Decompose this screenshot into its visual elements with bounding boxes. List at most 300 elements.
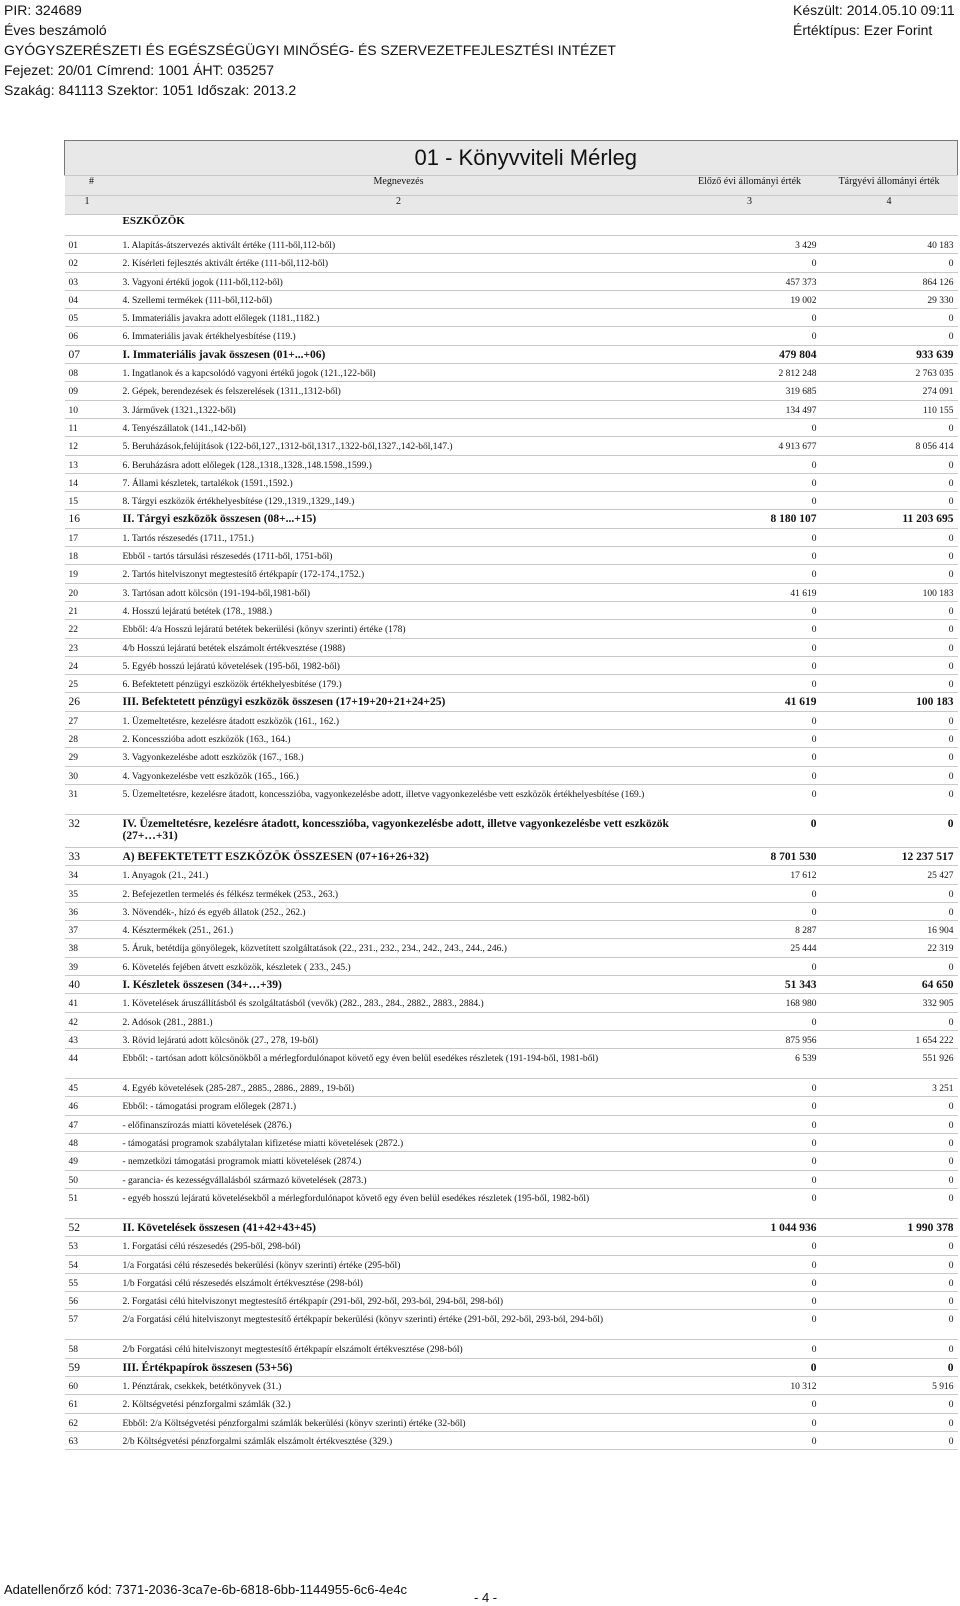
row-previous-value: 0 — [679, 492, 821, 510]
row-id: 14 — [65, 473, 119, 491]
row-name: 3. Tartósan adott kölcsön (191-194-ből,1981-ből) — [119, 583, 679, 601]
row-previous-value: 19 002 — [679, 290, 821, 308]
row-current-value: 16 904 — [821, 921, 958, 939]
table-row — [65, 1310, 958, 1340]
row-id: 56 — [65, 1292, 119, 1310]
row-current-value: 22 319 — [821, 939, 958, 957]
row-name: 4. Egyéb követelések (285-287., 2885., 2886., 2889., 19-ből) — [119, 1079, 679, 1097]
table-row — [65, 638, 958, 656]
page-number: - 4 - — [474, 1590, 498, 1605]
row-previous-value: 0 — [679, 620, 821, 638]
row-previous-value: 3 429 — [679, 236, 821, 254]
row-id: 44 — [65, 1049, 119, 1079]
row-name: III. Értékpapírok összesen (53+56) — [119, 1358, 679, 1376]
table-row — [65, 382, 958, 400]
table-row — [65, 1079, 958, 1097]
row-current-value: 0 — [821, 1358, 958, 1376]
row-previous-value: 457 373 — [679, 272, 821, 290]
table-row — [65, 601, 958, 619]
row-previous-value: 0 — [679, 1358, 821, 1376]
row-current-value: 0 — [821, 814, 958, 847]
table-row — [65, 1358, 958, 1376]
table-row — [65, 473, 958, 491]
row-id: 63 — [65, 1431, 119, 1449]
row-current-value: 0 — [821, 1012, 958, 1030]
row-previous-value: 8 701 530 — [679, 847, 821, 865]
row-previous-value: 0 — [679, 1134, 821, 1152]
row-current-value: 1 990 378 — [821, 1218, 958, 1236]
row-id: 28 — [65, 730, 119, 748]
row-id: 03 — [65, 272, 119, 290]
row-previous-value: 0 — [679, 309, 821, 327]
row-name: 2. Befejezetlen termelés és félkész termékek (253., 263.) — [119, 884, 679, 902]
row-id: 36 — [65, 902, 119, 920]
table-row — [65, 1340, 958, 1358]
table-row — [65, 1152, 958, 1170]
row-id: 08 — [65, 364, 119, 382]
table-row — [65, 1273, 958, 1291]
row-previous-value: 479 804 — [679, 345, 821, 363]
row-name: 4. Szellemi termékek (111-ből,112-ből) — [119, 290, 679, 308]
row-id: 50 — [65, 1170, 119, 1188]
row-id: 38 — [65, 939, 119, 957]
row-id: 18 — [65, 547, 119, 565]
row-name: 4. Tenyészállatok (141.,142-ből) — [119, 418, 679, 436]
row-id: 17 — [65, 528, 119, 546]
row-name: 6. Befektetett pénzügyi eszközök értékhelyesbítése (179.) — [119, 675, 679, 693]
row-previous-value: 0 — [679, 327, 821, 345]
table-row — [65, 418, 958, 436]
row-previous-value: 0 — [679, 1152, 821, 1170]
table-row — [65, 1377, 958, 1395]
table-row — [65, 656, 958, 674]
row-previous-value: 0 — [679, 1340, 821, 1358]
row-id: 48 — [65, 1134, 119, 1152]
table-row — [65, 730, 958, 748]
pir-line: PIR: 324689 — [4, 2, 82, 18]
row-previous-value: 4 913 677 — [679, 437, 821, 455]
table-row — [65, 528, 958, 546]
row-previous-value: 0 — [679, 1237, 821, 1255]
col-header-name: Megnevezés — [119, 176, 679, 196]
row-id: 43 — [65, 1030, 119, 1048]
row-id: 02 — [65, 254, 119, 272]
row-id: 11 — [65, 418, 119, 436]
row-current-value: 0 — [821, 492, 958, 510]
row-previous-value: 0 — [679, 455, 821, 473]
row-previous-value: 10 312 — [679, 1377, 821, 1395]
row-current-value: 8 056 414 — [821, 437, 958, 455]
table-row — [65, 510, 958, 528]
row-id: 12 — [65, 437, 119, 455]
row-current-value: 0 — [821, 656, 958, 674]
row-name: 1. Követelések áruszállításból és szolgáltatásból (vevők) (282., 283., 284., 2882., 2883., 2884.) — [119, 994, 679, 1012]
table-row — [65, 1012, 958, 1030]
row-id: 06 — [65, 327, 119, 345]
row-id: 26 — [65, 693, 119, 711]
row-id: 37 — [65, 921, 119, 939]
table-row — [65, 1170, 958, 1188]
table-row — [65, 1134, 958, 1152]
row-name: 2. Adósok (281., 2881.) — [119, 1012, 679, 1030]
table-row — [65, 1292, 958, 1310]
row-previous-value: 0 — [679, 884, 821, 902]
row-previous-value: 0 — [679, 1431, 821, 1449]
row-current-value: 0 — [821, 528, 958, 546]
row-previous-value: 0 — [679, 902, 821, 920]
row-current-value: 11 203 695 — [821, 510, 958, 528]
row-name: 2. Költségvetési pénzforgalmi számlák (32.) — [119, 1395, 679, 1413]
table-row — [65, 364, 958, 382]
col-number-2: 2 — [119, 196, 679, 215]
row-id: 22 — [65, 620, 119, 638]
row-current-value: 3 251 — [821, 1079, 958, 1097]
row-current-value: 0 — [821, 601, 958, 619]
row-current-value: 0 — [821, 1097, 958, 1115]
created-line: Készült: 2014.05.10 09:11 — [793, 2, 955, 18]
row-id: 25 — [65, 675, 119, 693]
row-previous-value: 168 980 — [679, 994, 821, 1012]
row-id: 51 — [65, 1188, 119, 1218]
row-previous-value: 41 619 — [679, 693, 821, 711]
row-name: III. Befektetett pénzügyi eszközök összesen (17+19+20+21+24+25) — [119, 693, 679, 711]
row-previous-value: 0 — [679, 1079, 821, 1097]
table-row — [65, 1413, 958, 1431]
row-current-value: 0 — [821, 565, 958, 583]
row-current-value: 0 — [821, 1170, 958, 1188]
row-id: 41 — [65, 994, 119, 1012]
row-previous-value: 17 612 — [679, 866, 821, 884]
table-row — [65, 1030, 958, 1048]
row-current-value: 0 — [821, 254, 958, 272]
row-previous-value: 0 — [679, 1188, 821, 1218]
row-current-value: 0 — [821, 1310, 958, 1340]
row-previous-value: 0 — [679, 1310, 821, 1340]
row-previous-value: 0 — [679, 1255, 821, 1273]
row-current-value: 332 905 — [821, 994, 958, 1012]
row-name: 3. Növendék-, hízó és egyéb állatok (252., 262.) — [119, 902, 679, 920]
row-previous-value: 8 287 — [679, 921, 821, 939]
row-current-value: 274 091 — [821, 382, 958, 400]
row-name: 4. Késztermékek (251., 261.) — [119, 921, 679, 939]
table-row — [65, 290, 958, 308]
row-current-value: 0 — [821, 327, 958, 345]
row-name: 4. Hosszú lejáratú betétek (178., 1988.) — [119, 601, 679, 619]
row-previous-value: 0 — [679, 814, 821, 847]
row-current-value: 29 330 — [821, 290, 958, 308]
table-row — [65, 547, 958, 565]
row-id: 05 — [65, 309, 119, 327]
row-current-value: 100 183 — [821, 693, 958, 711]
table-row — [65, 1188, 958, 1218]
row-current-value: 551 926 — [821, 1049, 958, 1079]
report-header-left — [4, 0, 616, 100]
row-id: 54 — [65, 1255, 119, 1273]
row-id: 30 — [65, 766, 119, 784]
row-id: 52 — [65, 1218, 119, 1236]
report-type-line: Éves beszámoló — [4, 22, 107, 38]
row-name: 2. Gépek, berendezések és felszerelések (1311.,1312-ből) — [119, 382, 679, 400]
sector-line: Szakág: 841113 Szektor: 1051 Időszak: 2013.2 — [4, 82, 297, 98]
row-previous-value: 0 — [679, 1395, 821, 1413]
table-row — [65, 455, 958, 473]
row-name: Ebből: - tartósan adott kölcsönökből a mérlegfordulónapot követő egy éven belül esedékes részletek (191-194-ből, 1981-ből) — [119, 1049, 679, 1079]
row-previous-value: 0 — [679, 730, 821, 748]
table-row — [65, 939, 958, 957]
row-id: 23 — [65, 638, 119, 656]
row-current-value: 0 — [821, 1255, 958, 1273]
row-id: 20 — [65, 583, 119, 601]
row-current-value: 64 650 — [821, 975, 958, 993]
row-previous-value: 0 — [679, 528, 821, 546]
row-name: 2. Kísérleti fejlesztés aktivált értéke (111-ből,112-ből) — [119, 254, 679, 272]
balance-sheet-table — [64, 140, 958, 1450]
row-name: 3. Rövid lejáratú adott kölcsönök (27., 278, 19-ből) — [119, 1030, 679, 1048]
section-title: ESZKÖZÖK — [119, 215, 958, 236]
col-header-number: # — [65, 176, 119, 196]
col-number-1: 1 — [65, 196, 119, 215]
row-current-value: 0 — [821, 1237, 958, 1255]
table-row — [65, 327, 958, 345]
row-previous-value: 0 — [679, 601, 821, 619]
row-id: 40 — [65, 975, 119, 993]
row-name: 1. Pénztárak, csekkek, betétkönyvek (31.) — [119, 1377, 679, 1395]
row-name: - egyéb hosszú lejáratú követelésekből a mérlegfordulónapot követő egy éven belül esedékes részletek (195-ből, 1982-ből) — [119, 1188, 679, 1218]
row-current-value: 933 639 — [821, 345, 958, 363]
row-previous-value: 0 — [679, 638, 821, 656]
row-current-value: 0 — [821, 1188, 958, 1218]
row-previous-value: 1 044 936 — [679, 1218, 821, 1236]
row-name: 7. Állami készletek, tartalékok (1591.,1592.) — [119, 473, 679, 491]
table-row — [65, 675, 958, 693]
row-id: 24 — [65, 656, 119, 674]
row-id: 16 — [65, 510, 119, 528]
table-row — [65, 784, 958, 814]
row-name: 1/a Forgatási célú részesedés bekerülési (könyv szerinti) értéke (295-ből) — [119, 1255, 679, 1273]
row-id: 32 — [65, 814, 119, 847]
row-previous-value: 319 685 — [679, 382, 821, 400]
table-row — [65, 748, 958, 766]
row-current-value: 0 — [821, 884, 958, 902]
row-current-value: 0 — [821, 784, 958, 814]
table-row — [65, 254, 958, 272]
row-id: 53 — [65, 1237, 119, 1255]
row-name: A) BEFEKTETETT ESZKÖZÖK ÖSSZESEN (07+16+26+32) — [119, 847, 679, 865]
row-current-value: 0 — [821, 1152, 958, 1170]
row-id: 58 — [65, 1340, 119, 1358]
row-current-value: 0 — [821, 766, 958, 784]
table-row — [65, 975, 958, 993]
table-row — [65, 620, 958, 638]
row-id: 09 — [65, 382, 119, 400]
row-previous-value: 875 956 — [679, 1030, 821, 1048]
table-row — [65, 583, 958, 601]
row-current-value: 0 — [821, 547, 958, 565]
row-id: 33 — [65, 847, 119, 865]
column-header-row — [65, 176, 958, 196]
row-current-value: 0 — [821, 1340, 958, 1358]
col-header-previous: Előző évi állományi érték — [679, 176, 821, 196]
table-title-row — [65, 141, 958, 176]
table-row — [65, 1395, 958, 1413]
row-name: 1/b Forgatási célú részesedés elszámolt értékvesztése (298-ból) — [119, 1273, 679, 1291]
row-name: Ebből: 2/a Költségvetési pénzforgalmi számlák bekerülési (könyv szerinti) értéke (32-ből) — [119, 1413, 679, 1431]
row-name: 1. Tartós részesedés (1711., 1751.) — [119, 528, 679, 546]
chapter-line: Fejezet: 20/01 Címrend: 1001 ÁHT: 035257 — [4, 62, 275, 78]
table-row — [65, 994, 958, 1012]
table-row — [65, 309, 958, 327]
row-current-value: 0 — [821, 730, 958, 748]
row-id: 04 — [65, 290, 119, 308]
row-name: 2. Koncesszióba adott eszközök (163., 164.) — [119, 730, 679, 748]
row-id: 55 — [65, 1273, 119, 1291]
row-name: 3. Vagyoni értékű jogok (111-ből,112-ből) — [119, 272, 679, 290]
row-previous-value: 0 — [679, 1273, 821, 1291]
row-previous-value: 25 444 — [679, 939, 821, 957]
table-row — [65, 1049, 958, 1079]
row-current-value: 0 — [821, 620, 958, 638]
row-name: 4. Vagyonkezelésbe vett eszközök (165., 166.) — [119, 766, 679, 784]
row-previous-value: 0 — [679, 748, 821, 766]
row-id: 35 — [65, 884, 119, 902]
row-current-value: 0 — [821, 1292, 958, 1310]
table-row — [65, 492, 958, 510]
row-previous-value: 51 343 — [679, 975, 821, 993]
col-number-3: 3 — [679, 196, 821, 215]
row-name: 6. Követelés fejében átvett eszközök, készletek ( 233., 245.) — [119, 957, 679, 975]
row-id: 19 — [65, 565, 119, 583]
table-row — [65, 1255, 958, 1273]
row-name: 1. Üzemeltetésre, kezelésre átadott eszközök (161., 162.) — [119, 711, 679, 729]
table-row — [65, 345, 958, 363]
row-id: 61 — [65, 1395, 119, 1413]
col-header-current: Tárgyévi állományi érték — [821, 176, 958, 196]
row-id: 47 — [65, 1115, 119, 1133]
row-current-value: 0 — [821, 638, 958, 656]
row-id: 45 — [65, 1079, 119, 1097]
row-previous-value: 0 — [679, 1115, 821, 1133]
row-name: 5. Áruk, betétdíja gönyölegek, közvetített szolgáltatások (22., 231., 232., 234., 242., 243., 244., 246.) — [119, 939, 679, 957]
table-row — [65, 902, 958, 920]
row-name: - előfinanszírozás miatti követelések (2876.) — [119, 1115, 679, 1133]
row-previous-value: 0 — [679, 1413, 821, 1431]
table-row — [65, 1237, 958, 1255]
row-name: - garancia- és kezességvállalásból származó követelések (2873.) — [119, 1170, 679, 1188]
table-row — [65, 847, 958, 865]
row-previous-value: 2 812 248 — [679, 364, 821, 382]
row-id: 01 — [65, 236, 119, 254]
section-row — [65, 215, 958, 236]
column-number-row — [65, 196, 958, 215]
row-name: 3. Vagyonkezelésbe adott eszközök (167., 168.) — [119, 748, 679, 766]
row-name: 3. Járművek (1321.,1322-ből) — [119, 400, 679, 418]
row-current-value: 0 — [821, 711, 958, 729]
row-current-value: 0 — [821, 748, 958, 766]
row-name: 1. Ingatlanok és a kapcsolódó vagyoni értékű jogok (121.,122-ből) — [119, 364, 679, 382]
row-previous-value: 0 — [679, 547, 821, 565]
row-name: 5. Egyéb hosszú lejáratú követelések (195-ből, 1982-ből) — [119, 656, 679, 674]
value-type-line: Értéktípus: Ezer Forint — [793, 22, 933, 38]
row-current-value: 2 763 035 — [821, 364, 958, 382]
row-name: 4/b Hosszú lejáratú betétek elszámolt értékvesztése (1988) — [119, 638, 679, 656]
row-previous-value: 0 — [679, 1292, 821, 1310]
col-number-4: 4 — [821, 196, 958, 215]
row-name: - nemzetközi támogatási programok miatti követelések (2874.) — [119, 1152, 679, 1170]
row-name: 5. Immateriális javakra adott előlegek (1181.,1182.) — [119, 309, 679, 327]
row-current-value: 1 654 222 — [821, 1030, 958, 1048]
row-current-value: 0 — [821, 902, 958, 920]
row-current-value: 0 — [821, 957, 958, 975]
row-previous-value: 8 180 107 — [679, 510, 821, 528]
row-name: Ebből: - támogatási program előlegek (2871.) — [119, 1097, 679, 1115]
row-name: 2/b Forgatási célú hitelviszonyt megtestesítő értékpapír elszámolt értékvesztése (298-ból) — [119, 1340, 679, 1358]
row-previous-value: 6 539 — [679, 1049, 821, 1079]
row-previous-value: 0 — [679, 1097, 821, 1115]
row-name: 1. Forgatási célú részesedés (295-ből, 298-ból) — [119, 1237, 679, 1255]
table-row — [65, 1431, 958, 1449]
row-previous-value: 0 — [679, 766, 821, 784]
row-id: 62 — [65, 1413, 119, 1431]
row-name: I. Immateriális javak összesen (01+...+06) — [119, 345, 679, 363]
table-row — [65, 400, 958, 418]
row-current-value: 0 — [821, 1134, 958, 1152]
row-name: 5. Beruházások,felújítások (122-ből,127.,1312-ből,1317.,1322-ből,1327.,142-ből,147.) — [119, 437, 679, 455]
row-id: 29 — [65, 748, 119, 766]
row-current-value: 0 — [821, 418, 958, 436]
row-id: 42 — [65, 1012, 119, 1030]
row-name: 1. Anyagok (21., 241.) — [119, 866, 679, 884]
row-name: Ebből - tartós társulási részesedés (1711-ből, 1751-ből) — [119, 547, 679, 565]
row-current-value: 0 — [821, 1273, 958, 1291]
table-row — [65, 766, 958, 784]
table-row — [65, 1218, 958, 1236]
row-name: 6. Beruházásra adott előlegek (128.,1318.,1328.,148.1598.,1599.) — [119, 455, 679, 473]
row-id: 21 — [65, 601, 119, 619]
report-header-right — [793, 0, 955, 40]
row-current-value: 0 — [821, 455, 958, 473]
table-row — [65, 1115, 958, 1133]
table-row — [65, 236, 958, 254]
table-row — [65, 693, 958, 711]
row-previous-value: 0 — [679, 473, 821, 491]
table-row — [65, 565, 958, 583]
row-id: 13 — [65, 455, 119, 473]
row-id: 46 — [65, 1097, 119, 1115]
row-id: 27 — [65, 711, 119, 729]
table-row — [65, 711, 958, 729]
row-current-value: 0 — [821, 1431, 958, 1449]
table-title: 01 - Könyvviteli Mérleg — [65, 141, 958, 176]
row-id: 34 — [65, 866, 119, 884]
row-name: II. Követelések összesen (41+42+43+45) — [119, 1218, 679, 1236]
row-id: 49 — [65, 1152, 119, 1170]
table-row — [65, 814, 958, 847]
table-row — [65, 1097, 958, 1115]
row-current-value: 25 427 — [821, 866, 958, 884]
row-previous-value: 0 — [679, 1012, 821, 1030]
table-row — [65, 866, 958, 884]
table-row — [65, 272, 958, 290]
row-previous-value: 0 — [679, 565, 821, 583]
row-name: 2. Tartós hitelviszonyt megtestesítő értékpapír (172-174.,1752.) — [119, 565, 679, 583]
row-previous-value: 0 — [679, 254, 821, 272]
row-name: 6. Immateriális javak értékhelyesbítése (119.) — [119, 327, 679, 345]
row-id: 57 — [65, 1310, 119, 1340]
row-id: 31 — [65, 784, 119, 814]
row-name: 2. Forgatási célú hitelviszonyt megtestesítő értékpapír (291-ből, 292-ből, 293-ból, 294-ből, 298-ból) — [119, 1292, 679, 1310]
row-current-value: 110 155 — [821, 400, 958, 418]
row-id: 15 — [65, 492, 119, 510]
